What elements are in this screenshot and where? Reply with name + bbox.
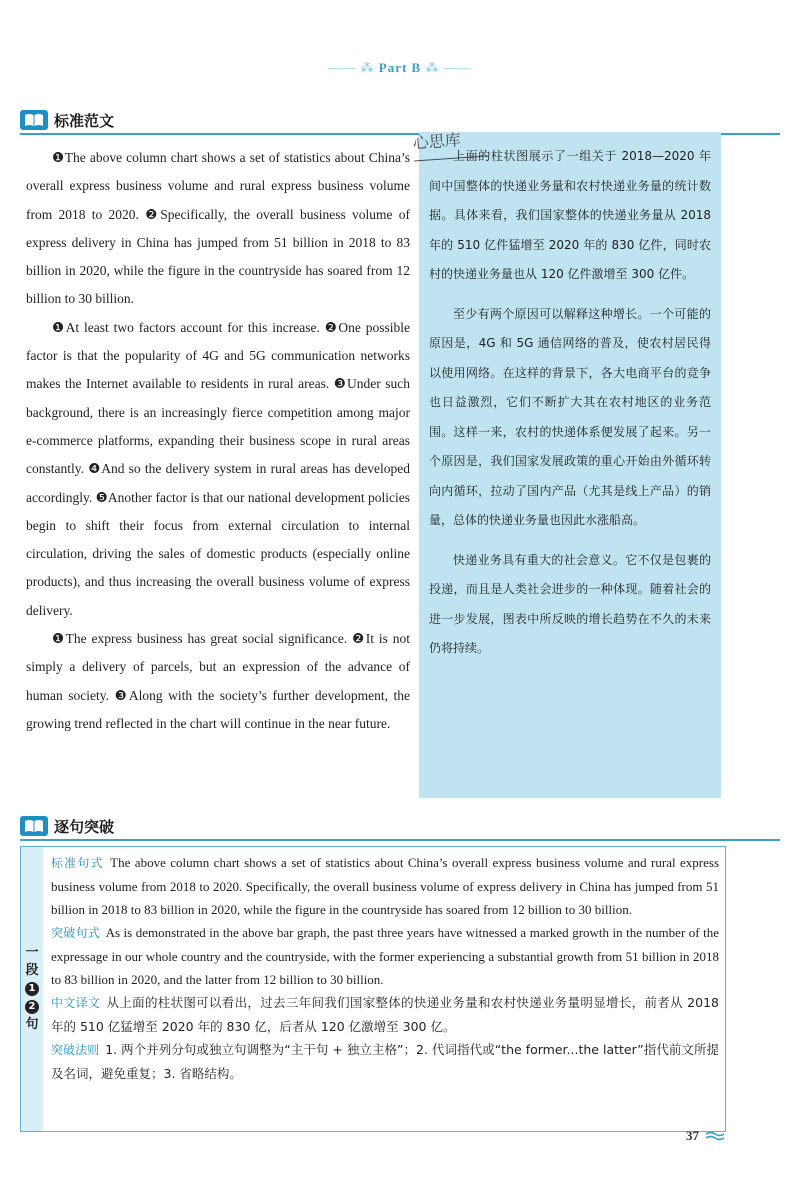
book-icon bbox=[20, 110, 48, 130]
model-essay-heading bbox=[20, 108, 114, 132]
part-label: Part B bbox=[378, 60, 422, 75]
english-paragraph-1: ❶The above column chart shows a set of statistics about China’s overall express business volume and rural express business volume from 2018 to 2020. ❷Specifically, the overall business volume of express delivery in China has jumped from 51 billion in 2018 to 83 billion in 2020, while the figure in the countryside has soared from 12 billion to 30 billion. bbox=[26, 150, 410, 307]
translation-text: 从上面的柱状图可以看出，过去三年间我们国家整体的快递业务量和农村快递业务量明显增长，前者从 2018 年的 510 亿猛增至 2020 年的 830 亿，后者从 120 亿激增至 300 亿。 bbox=[51, 995, 719, 1034]
rules-tag: 突破法则 bbox=[51, 1043, 100, 1057]
improved-sentence bbox=[51, 921, 719, 991]
english-paragraph-2: ❶At least two factors account for this increase. ❷One possible factor is that the popularity of 4G and 5G communication networks makes the Internet available to residents in rural areas. ❸Under such background, there is an increasingly fierce competition among major e-commerce platforms, expanding their business scope in rural areas constantly. ❹And so the delivery system in rural areas has developed accordingly. ❺Another factor is that our national development policies begin to shift their focus from external circulation to internal circulation, driving the sales of domestic products (especially online products), and thus increasing the overall business volume of express delivery. bbox=[26, 319, 410, 618]
rules-sentence bbox=[51, 1038, 719, 1085]
standard-text: The above column chart shows a set of statistics about China’s overall express business volume and rural express business volume from 2018 to 2020. Specifically, the overall business volume of express delivery in China has jumped from 51 billion in 2018 to 83 billion in 2020, while the figure in the countryside has soared from 12 billion to 30 billion. bbox=[51, 855, 719, 917]
paragraph-sentence-marker bbox=[21, 847, 43, 1131]
rules-text: 1. 两个并列分句或独立句调整为“主干句 + 独立主格”；2. 代词指代或“the former...the latter”指代前文所提及名词，避免重复；3. 省略结构。 bbox=[51, 1042, 719, 1081]
page-number: 37 bbox=[686, 1128, 699, 1143]
chinese-paragraph-2: 至少有两个原因可以解释这种增长。一个可能的原因是，4G 和 5G 通信网络的普及，使农村居民得以使用网络。在这样的背景下，各大电商平台的竞争也日益激烈，它们不断扩大其在农村地区的业务范围。这样一来，农村的快递体系便发展了起来。另一个原因是，我们国家发展政策的重心开始由外循环转向内循环，拉动了国内产品（尤其是线上产品）的销量，总体的快递业务量也因此水涨船高。 bbox=[429, 306, 711, 527]
marker-number-2: 2 bbox=[25, 1000, 39, 1014]
book-icon bbox=[20, 816, 48, 836]
translation-tag: 中文译文 bbox=[51, 996, 101, 1010]
marker-label-bottom: 句 bbox=[25, 1017, 39, 1032]
improved-text: As is demonstrated in the above bar graph, the past three years have witnessed a marked growth in the number of the expressage in our whole country and the countryside, with the former experiencing a substantial growth from 51 billion in 2018 to 83 billion in 2020, and the latter from 12 billion to 30 billion. bbox=[51, 925, 720, 987]
breakdown-heading bbox=[20, 814, 114, 838]
chinese-paragraph-3: 快递业务具有重大的社会意义。它不仅是包裹的投递，而且是人类社会进步的一种体现。随着社会的进一步发展，图表中所反映的增长趋势在不久的未来仍将持续。 bbox=[429, 552, 711, 655]
english-essay bbox=[26, 144, 410, 738]
marker-number-1: 1 bbox=[25, 982, 39, 996]
wave-icon bbox=[706, 1131, 724, 1141]
sentence-breakdown-box bbox=[20, 846, 726, 1132]
improved-tag: 突破句式 bbox=[51, 926, 101, 940]
section-divider bbox=[20, 839, 780, 841]
chinese-paragraph-1: 上面的柱状图展示了一组关于 2018—2020 年间中国整体的快递业务量和农村快递业务量的统计数据。具体来看，我们国家整体的快递业务量从 2018 年的 510 亿件猛增至 2020 年的 830 亿件，同时农村的快递业务量也从 120 亿件激增至 300 亿件。 bbox=[429, 149, 711, 281]
handwritten-stamp: 心思库 bbox=[412, 125, 488, 161]
translation-sentence bbox=[51, 991, 719, 1038]
breakdown-content bbox=[51, 851, 719, 1085]
marker-label-top: 一 bbox=[25, 945, 39, 960]
marker-label-mid: 段 bbox=[25, 963, 39, 978]
english-paragraph-3: ❶The express business has great social significance. ❷It is not simply a delivery of parcels, but an expression of the advance of human society. ❸Along with the society’s further development, the growing trend reflected in the chart will continue in the near future. bbox=[26, 631, 410, 731]
breakdown-title: 逐句突破 bbox=[54, 817, 115, 836]
part-header: —— ⁂ Part B ⁂ —— bbox=[328, 60, 472, 75]
standard-sentence bbox=[51, 851, 719, 921]
model-essay-title: 标准范文 bbox=[54, 111, 115, 130]
chinese-translation-box bbox=[419, 132, 721, 798]
standard-tag: 标准句式 bbox=[51, 856, 104, 870]
